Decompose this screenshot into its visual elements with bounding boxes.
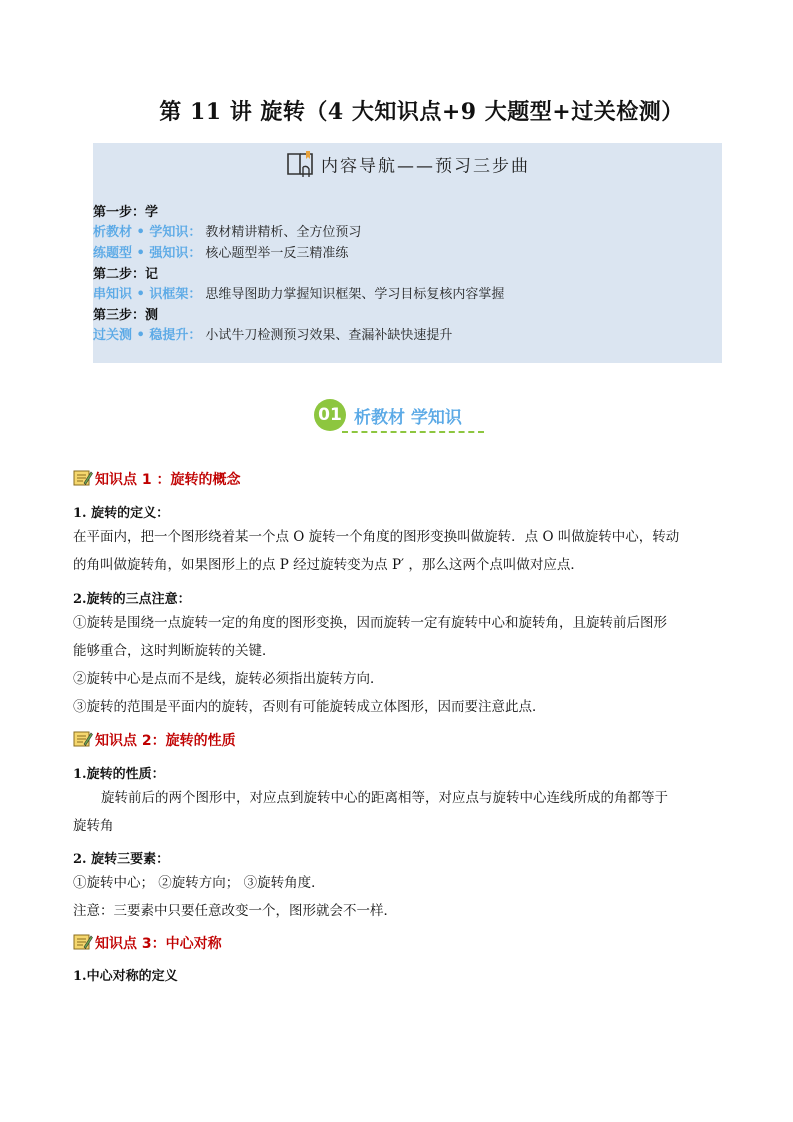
knowledge-point-2-title: 知识点 2：旋转的性质 <box>95 733 236 749</box>
kp1-note-3: ③旋转的范围是平面内的旋转，否则有可能旋转成立体图形，因而要注意此点． <box>73 699 546 715</box>
section-number: 01 <box>314 399 346 431</box>
nav-item-key: 析教材 • 学知识： <box>93 225 202 240</box>
kp2-elements: ①旋转中心； ②旋转方向； ③旋转角度． <box>73 875 325 891</box>
nav-item-desc: 核心题型举一反三精准练 <box>205 246 349 261</box>
nav-header-text: 内容导航——预习三步曲 <box>321 156 530 177</box>
nav-step-1: 第一步：学 <box>93 205 159 220</box>
nav-item-key: 练题型 • 强知识： <box>93 246 202 261</box>
nav-item-desc: 教材精讲精析、全方位预习 <box>205 225 362 240</box>
nav-item-4 <box>93 324 452 343</box>
kp1-subheading-1: 1. 旋转的定义： <box>73 506 170 521</box>
kp2-property-line-1: 旋转前后的两个图形中，对应点到旋转中心的距离相等，对应点与旋转中心连线所成的角都等于 <box>101 790 668 806</box>
section-badge <box>314 399 494 433</box>
kp2-subheading-2: 2. 旋转三要素： <box>73 852 170 867</box>
kp1-note-1-line-2: 能够重合，这时判断旋转的关键． <box>73 643 276 659</box>
book-icon <box>285 149 319 184</box>
kp1-note-1-line-1: ①旋转是围绕一点旋转一定的角度的图形变换，因而旋转一定有旋转中心和旋转角，且旋转前后图形 <box>73 615 667 631</box>
kp1-note-2: ②旋转中心是点而不是线，旋转必须指出旋转方向． <box>73 671 384 687</box>
page-title: 第 11 讲 旋转（4 大知识点+9 大题型+过关检测） <box>159 99 684 125</box>
knowledge-point-1-title: 知识点 1 ：旋转的概念 <box>95 472 241 488</box>
kp2-note: 注意：三要素中只要任意改变一个，图形就会不一样． <box>73 903 397 919</box>
section-label: 析教材 学知识 <box>354 408 462 428</box>
nav-step-3: 第三步：测 <box>93 308 159 323</box>
content-navigation-box <box>93 143 722 363</box>
knowledge-point-3-title: 知识点 3：中心对称 <box>95 936 222 952</box>
kp1-subheading-2: 2.旋转的三点注意： <box>73 592 191 607</box>
kp3-subheading-1: 1.中心对称的定义 <box>73 969 178 984</box>
nav-item-desc: 思维导图助力掌握知识框架、学习目标复核内容掌握 <box>205 287 505 302</box>
nav-item-key: 过关测 • 稳提升： <box>93 328 202 343</box>
kp2-property-line-2: 旋转角 <box>73 818 114 834</box>
kp2-subheading-1: 1.旋转的性质： <box>73 767 165 782</box>
nav-item-desc: 小试牛刀检测预习效果、查漏补缺快速提升 <box>205 328 453 343</box>
nav-item-2 <box>93 242 348 261</box>
knowledge-point-1-heading <box>73 469 241 491</box>
knowledge-point-3-heading <box>73 933 222 955</box>
notebook-icon <box>73 469 93 491</box>
nav-step-2: 第二步：记 <box>93 267 159 282</box>
kp1-definition-line-2: 的角叫做旋转角，如果图形上的点 P 经过旋转变为点 P′ ，那么这两个点叫做对应点． <box>73 557 584 573</box>
notebook-icon <box>73 933 93 955</box>
section-underline <box>342 431 484 433</box>
nav-header <box>93 149 722 184</box>
kp1-definition-line-1: 在平面内，把一个图形绕着某一个点 O 旋转一个角度的图形变换叫做旋转．点 O 叫做旋转中心，转动 <box>73 529 680 545</box>
notebook-icon <box>73 730 93 752</box>
nav-item-key: 串知识 • 识框架： <box>93 287 202 302</box>
nav-item-3 <box>93 283 504 302</box>
nav-item-1 <box>93 221 361 240</box>
knowledge-point-2-heading <box>73 730 236 752</box>
